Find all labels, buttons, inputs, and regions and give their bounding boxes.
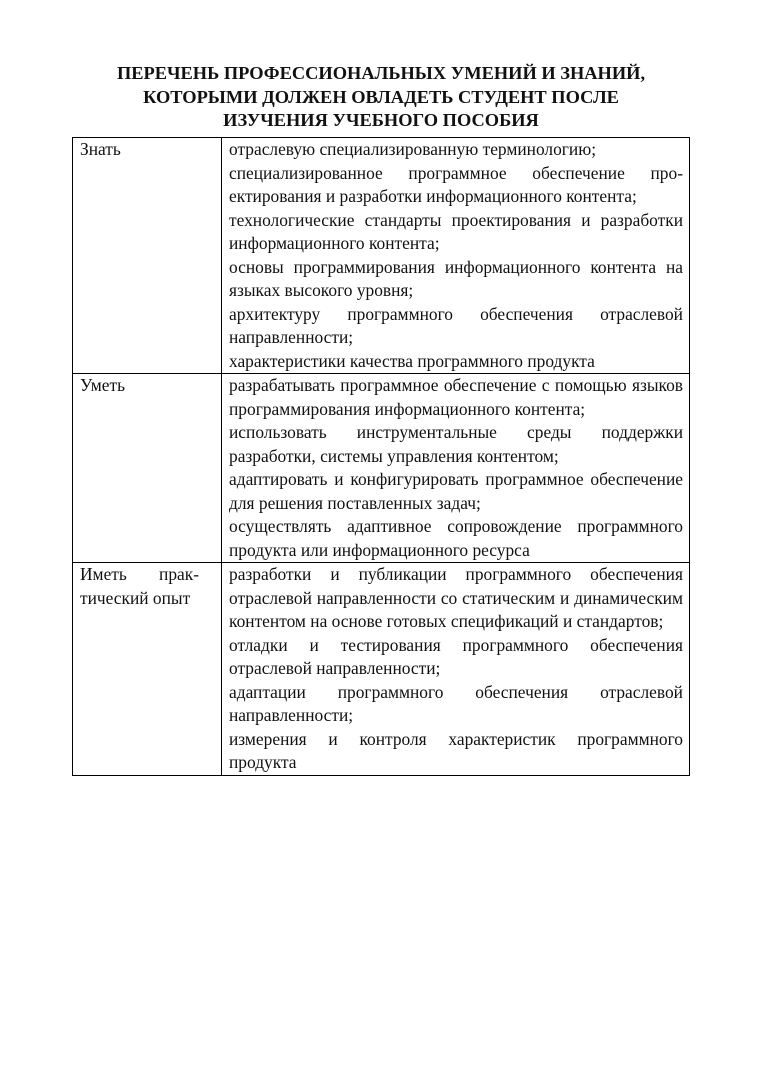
list-item: адаптации программного обеспечения отраслевой направленности;: [229, 681, 683, 725]
items-cell: [222, 374, 690, 563]
list-item: осуществлять адаптивное сопровождение программного продукта или информационного ресурса: [229, 516, 683, 560]
list-item: характеристики качества программного продукта: [229, 350, 595, 371]
table-row-experience: [73, 563, 690, 776]
list-item: специализированное программное обеспечение проектирования и разработки информационного контента;: [229, 162, 683, 206]
page-title: [72, 62, 690, 133]
list-item: основы программирования информационного контента на языках высокого уровня;: [229, 256, 683, 300]
list-item: измерения и контроля характеристик программного продукта: [229, 728, 683, 772]
category-cell: [73, 138, 222, 374]
category-cell: [73, 374, 222, 563]
table-row-know: [73, 138, 690, 374]
list-item: технологические стандарты проектирования и разработки информационного контента;: [229, 209, 683, 253]
list-item: использовать инструментальные среды поддержки разработки, системы управления контентом;: [229, 422, 683, 466]
items-cell: [222, 563, 690, 776]
list-item: отладки и тестирования программного обеспечения отраслевой направленности;: [229, 634, 683, 678]
list-item: архитектуру программного обеспечения отраслевой направленности;: [229, 303, 683, 347]
items-cell: [222, 138, 690, 374]
title-line: КОТОРЫМИ ДОЛЖЕН ОВЛАДЕТЬ СТУДЕНТ ПОСЛЕ: [143, 86, 619, 107]
list-item: разрабатывать программное обеспечение с помощью языков программирования информационного контента;: [229, 375, 683, 419]
category-label: Знать: [80, 139, 121, 159]
table-row-skills: [73, 374, 690, 563]
title-line: ИЗУЧЕНИЯ УЧЕБНОГО ПОСОБИЯ: [223, 110, 539, 130]
list-item: разработки и публикации программного обеспечения отраслевой направленности со статическим и динамическим контентом на основе готовых спецификаций и стандартов;: [229, 564, 683, 631]
list-item: адаптировать и конфигурировать программное обеспечение для решения поставленных задач;: [229, 469, 683, 513]
category-cell: [73, 563, 222, 776]
skills-table: [72, 137, 690, 776]
title-line: ПЕРЕЧЕНЬ ПРОФЕССИОНАЛЬНЫХ УМЕНИЙ И ЗНАНИЙ,: [116, 63, 646, 83]
category-label: Уметь: [80, 375, 126, 395]
category-label: Иметь практический опыт: [80, 564, 199, 608]
list-item: отраслевую специализированную терминологию;: [229, 139, 597, 159]
